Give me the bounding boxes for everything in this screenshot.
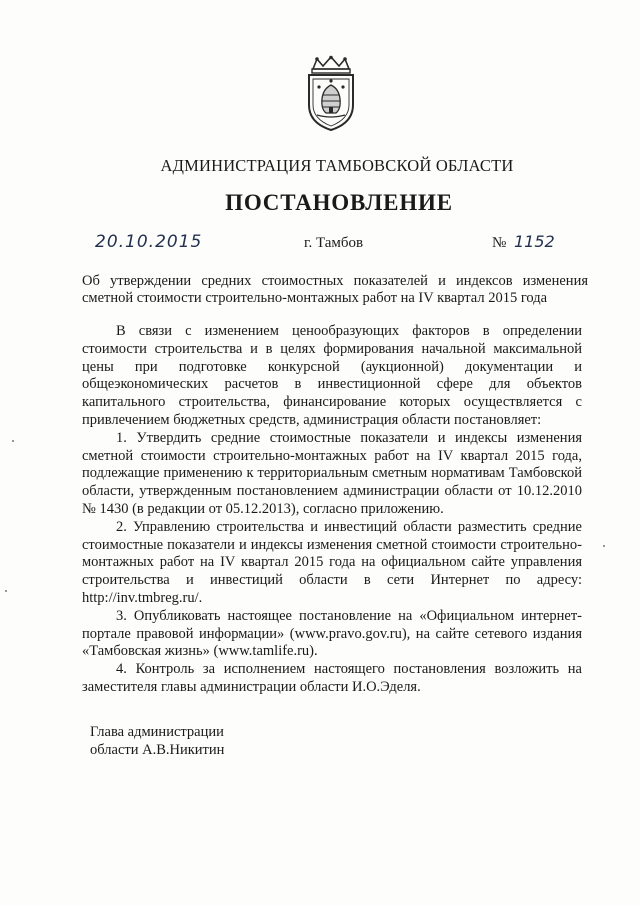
- scan-speck: [5, 590, 7, 592]
- item-4-paragraph: 4. Контроль за исполнением настоящего постановления возложить на заместителя главы администрации области И.О.Эделя.: [82, 661, 582, 695]
- document-date: 20.10.2015: [95, 232, 203, 252]
- document-number-label: №: [492, 235, 507, 251]
- coat-of-arms-emblem: [299, 55, 363, 133]
- signature-position-line-1: Глава администрации: [90, 724, 224, 740]
- scan-speck: [12, 440, 14, 442]
- document-city: г. Тамбов: [304, 235, 364, 251]
- scan-speck: [603, 545, 605, 547]
- organization-title: АДМИНИСТРАЦИЯ ТАМБОВСКОЙ ОБЛАСТИ: [160, 156, 514, 175]
- document-type-heading: ПОСТАНОВЛЕНИЕ: [225, 190, 453, 215]
- document-number: 1152: [514, 232, 555, 251]
- item-2-paragraph: 2. Управлению строительства и инвестиций области разместить средние стоимостные показатели и индексы изменения сметной стоимости строительно-монтажных работ на IV квартал 2015 года на официальном сайте управления строительства и инвестиций области в сети Интернет по адресу: http://inv.tmbreg.ru/.: [82, 518, 582, 606]
- signature-position-line-2: области А.В.Никитин: [90, 742, 225, 758]
- item-1-paragraph: 1. Утвердить средние стоимостные показатели и индексы изменения сметной стоимости строительно-монтажных работ на IV квартал 2015 года, подлежащие применению к территориальным сметным нормативам Тамбовской области, утвержденным постановлением администрации области от 10.12.2010 № 1430 (в редакции от 05.12.2013), согласно приложению.: [82, 429, 582, 517]
- signature-block: [90, 723, 224, 759]
- document-body: [82, 323, 582, 697]
- item-3-paragraph: 3. Опубликовать настоящее постановление на «Официальном интернет-портале правовой информации» (www.pravo.gov.ru), на сайте сетевого издания «Тамбовская жизнь» (www.tamlife.ru).: [82, 607, 582, 660]
- subject-line-1: Об утверждении средних стоимостных показателей и индексов изменения: [82, 273, 588, 289]
- subject-line-2: сметной стоимости строительно-монтажных работ на IV квартал 2015 года: [82, 290, 548, 306]
- preamble-paragraph: В связи с изменением ценообразующих факторов в определении стоимости строительства и в целях формирования начальной максимальной цены при подготовке конкурсной (аукционной) документации и общеэкономических расчетов в инвестиционной сфере для объектов капитального строительства, финансирование которых осуществляется с привлечением бюджетных средств, администрация области постановляет:: [82, 323, 582, 428]
- document-subject: [82, 273, 588, 307]
